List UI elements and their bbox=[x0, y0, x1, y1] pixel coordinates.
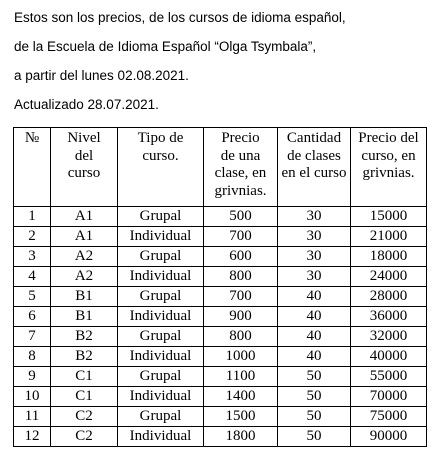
cell-level: B2 bbox=[51, 327, 118, 347]
cell-class-price: 1400 bbox=[204, 387, 278, 407]
header-text-line: Nivel bbox=[67, 130, 101, 146]
header-text-line: Cantidad bbox=[286, 130, 342, 146]
header-text-line: Precio del bbox=[358, 130, 419, 146]
cell-course-type: Grupal bbox=[118, 247, 204, 267]
cell-course-type: Grupal bbox=[118, 367, 204, 387]
cell-course-price: 18000 bbox=[351, 247, 427, 267]
table-row bbox=[14, 307, 427, 327]
cell-class-count: 50 bbox=[278, 387, 351, 407]
table-row bbox=[14, 227, 427, 247]
cell-class-count: 40 bbox=[278, 307, 351, 327]
cell-level: C1 bbox=[51, 387, 118, 407]
cell-course-price: 24000 bbox=[351, 267, 427, 287]
cell-level: B1 bbox=[51, 307, 118, 327]
cell-level: C2 bbox=[51, 407, 118, 427]
cell-level: A1 bbox=[51, 207, 118, 227]
cell-number: 3 bbox=[14, 247, 51, 267]
cell-course-type: Individual bbox=[118, 307, 204, 327]
cell-class-price: 1800 bbox=[204, 427, 278, 447]
price-table bbox=[13, 127, 427, 447]
cell-class-price: 600 bbox=[204, 247, 278, 267]
table-row bbox=[14, 287, 427, 307]
header-text-line: № bbox=[24, 130, 40, 146]
header-text-line: grivnias. bbox=[214, 182, 267, 199]
table-row bbox=[14, 367, 427, 387]
cell-class-count: 50 bbox=[278, 367, 351, 387]
header-text-line: curso. bbox=[142, 147, 179, 164]
cell-class-count: 50 bbox=[278, 407, 351, 427]
cell-number: 12 bbox=[14, 427, 51, 447]
cell-course-price: 32000 bbox=[351, 327, 427, 347]
cell-course-type: Grupal bbox=[118, 407, 204, 427]
cell-level: C1 bbox=[51, 367, 118, 387]
cell-number: 7 bbox=[14, 327, 51, 347]
cell-number: 2 bbox=[14, 227, 51, 247]
cell-course-price: 28000 bbox=[351, 287, 427, 307]
intro-line-3: a partir del lunes 02.08.2021. bbox=[14, 68, 189, 83]
cell-number: 8 bbox=[14, 347, 51, 367]
cell-class-price: 900 bbox=[204, 307, 278, 327]
cell-class-count: 30 bbox=[278, 227, 351, 247]
header-text-line: Tipo de bbox=[137, 130, 184, 146]
cell-number: 4 bbox=[14, 267, 51, 287]
table-body bbox=[14, 207, 427, 447]
table-header-row bbox=[14, 128, 427, 207]
cell-course-price: 75000 bbox=[351, 407, 427, 427]
cell-course-type: Grupal bbox=[118, 287, 204, 307]
cell-class-count: 30 bbox=[278, 247, 351, 267]
cell-course-type: Individual bbox=[118, 427, 204, 447]
table-row bbox=[14, 407, 427, 427]
cell-class-price: 700 bbox=[204, 227, 278, 247]
header-text-line: de una bbox=[220, 147, 261, 164]
intro-line-1: Estos son los precios, de los cursos de idioma español, bbox=[14, 10, 346, 25]
header-number bbox=[14, 128, 51, 207]
cell-number: 6 bbox=[14, 307, 51, 327]
header-course-price bbox=[351, 128, 427, 207]
cell-class-count: 40 bbox=[278, 347, 351, 367]
cell-course-type: Grupal bbox=[118, 207, 204, 227]
cell-course-type: Individual bbox=[118, 267, 204, 287]
cell-course-price: 15000 bbox=[351, 207, 427, 227]
table-row bbox=[14, 427, 427, 447]
table-row bbox=[14, 347, 427, 367]
table-row bbox=[14, 207, 427, 227]
cell-number: 1 bbox=[14, 207, 51, 227]
cell-level: C2 bbox=[51, 427, 118, 447]
cell-course-price: 21000 bbox=[351, 227, 427, 247]
cell-course-price: 36000 bbox=[351, 307, 427, 327]
header-course-type bbox=[118, 128, 204, 207]
table-row bbox=[14, 327, 427, 347]
cell-class-count: 30 bbox=[278, 207, 351, 227]
header-text-line: del bbox=[74, 147, 94, 164]
cell-number: 11 bbox=[14, 407, 51, 427]
cell-number: 9 bbox=[14, 367, 51, 387]
cell-level: B2 bbox=[51, 347, 118, 367]
cell-class-count: 40 bbox=[278, 287, 351, 307]
intro-line-4: Actualizado 28.07.2021. bbox=[14, 97, 159, 112]
header-text-line: curso bbox=[67, 165, 101, 181]
intro-text bbox=[14, 10, 346, 126]
cell-class-count: 40 bbox=[278, 327, 351, 347]
cell-class-price: 1500 bbox=[204, 407, 278, 427]
cell-course-price: 55000 bbox=[351, 367, 427, 387]
header-text-line: curso, en bbox=[361, 147, 416, 164]
header-class-count bbox=[278, 128, 351, 207]
cell-level: A2 bbox=[51, 267, 118, 287]
table-row bbox=[14, 247, 427, 267]
cell-class-count: 50 bbox=[278, 427, 351, 447]
header-class-price bbox=[204, 128, 278, 207]
cell-level: B1 bbox=[51, 287, 118, 307]
cell-course-type: Individual bbox=[118, 227, 204, 247]
table-row bbox=[14, 387, 427, 407]
header-text-line: grivnias. bbox=[362, 165, 415, 181]
cell-course-price: 90000 bbox=[351, 427, 427, 447]
cell-class-price: 700 bbox=[204, 287, 278, 307]
header-text-line: clase, en bbox=[214, 165, 267, 181]
cell-class-price: 800 bbox=[204, 267, 278, 287]
cell-level: A1 bbox=[51, 227, 118, 247]
cell-number: 10 bbox=[14, 387, 51, 407]
cell-class-price: 1100 bbox=[204, 367, 278, 387]
cell-class-price: 800 bbox=[204, 327, 278, 347]
cell-class-count: 30 bbox=[278, 267, 351, 287]
intro-line-2: de la Escuela de Idioma Español “Olga Tsymbala”, bbox=[14, 39, 317, 54]
header-text-line: en el curso bbox=[281, 165, 347, 181]
cell-level: A2 bbox=[51, 247, 118, 267]
cell-course-price: 40000 bbox=[351, 347, 427, 367]
cell-class-price: 500 bbox=[204, 207, 278, 227]
header-text-line: Precio bbox=[221, 130, 260, 146]
cell-course-type: Individual bbox=[118, 347, 204, 367]
header-text-line: de clases bbox=[287, 147, 341, 164]
cell-course-price: 70000 bbox=[351, 387, 427, 407]
cell-course-type: Individual bbox=[118, 387, 204, 407]
cell-course-type: Grupal bbox=[118, 327, 204, 347]
header-level bbox=[51, 128, 118, 207]
cell-class-price: 1000 bbox=[204, 347, 278, 367]
table-row bbox=[14, 267, 427, 287]
cell-number: 5 bbox=[14, 287, 51, 307]
